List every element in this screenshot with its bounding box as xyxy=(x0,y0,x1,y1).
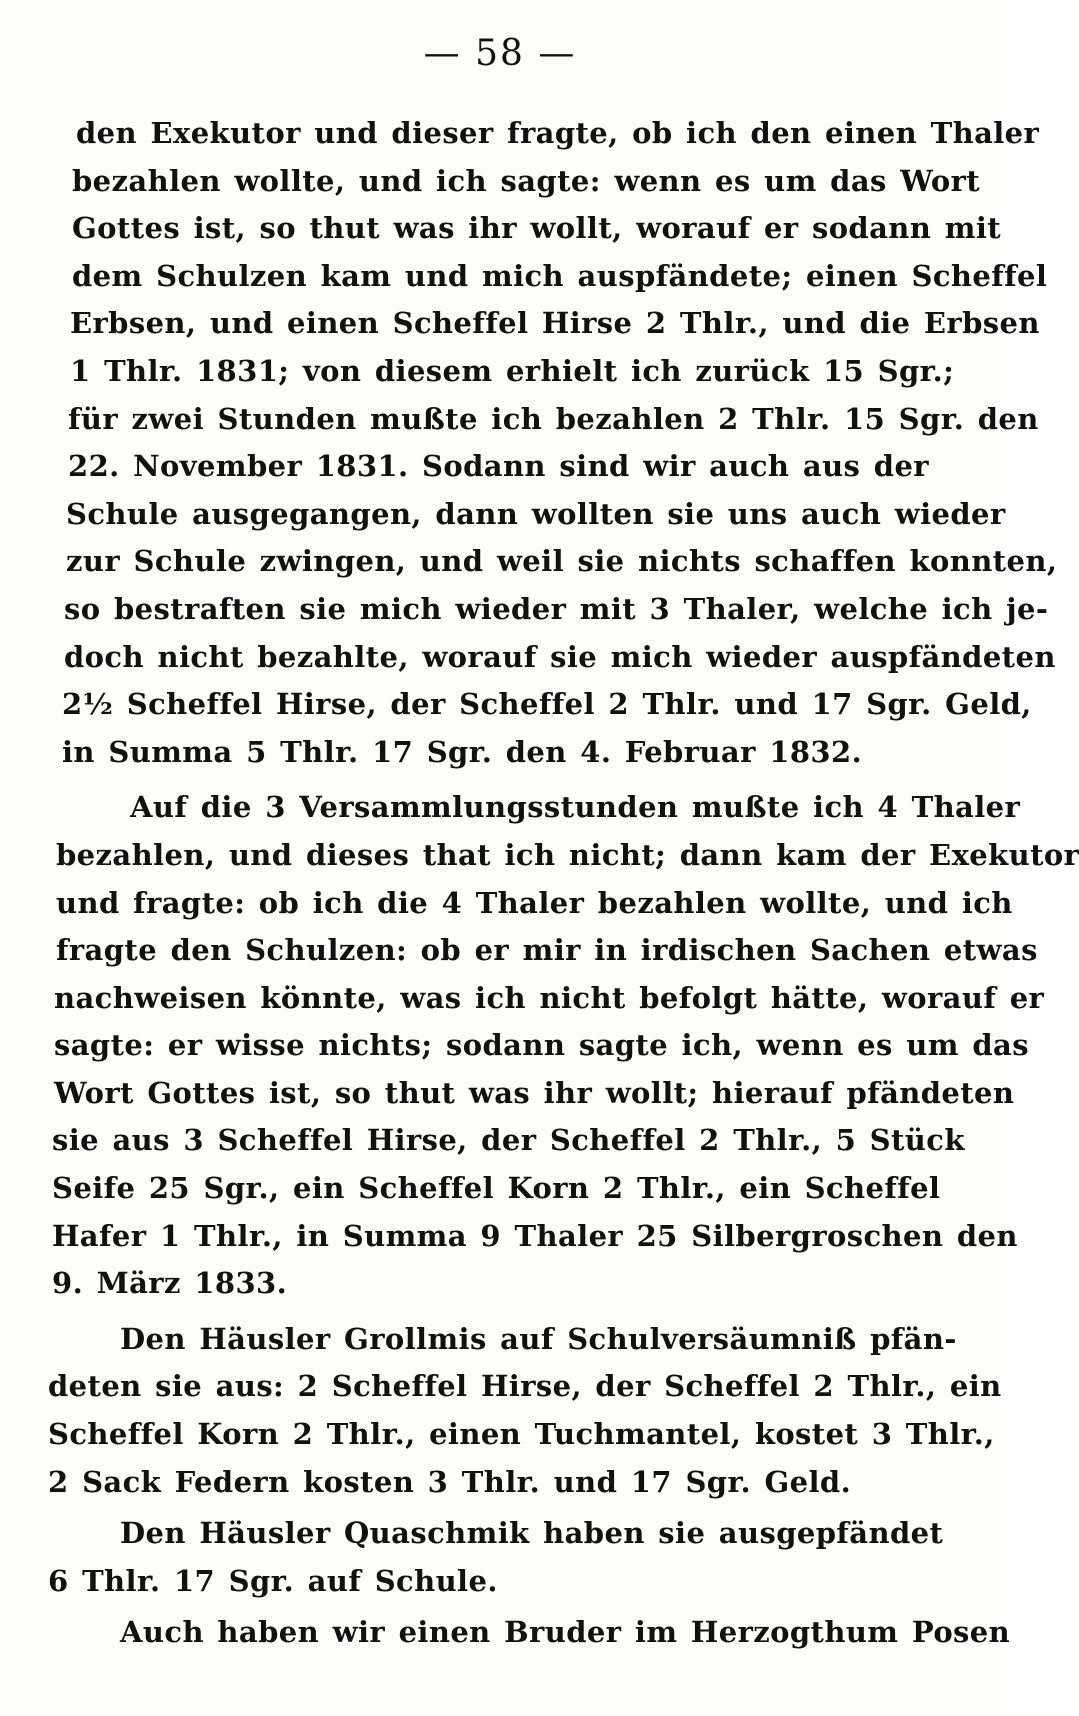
text-line: Den Häusler Grollmis auf Schulversäumniß pfän- xyxy=(120,1321,957,1356)
text-line: 6 Thlr. 17 Sgr. auf Schule. xyxy=(48,1563,498,1598)
text-line: sie aus 3 Scheffel Hirse, der Scheffel 2 Thlr., 5 Stück xyxy=(52,1123,965,1158)
text-line: 1 Thlr. 1831; von diesem erhielt ich zurück 15 Sgr.; xyxy=(70,353,955,388)
text-line: deten sie aus: 2 Scheffel Hirse, der Scheffel 2 Thlr., ein xyxy=(48,1369,1002,1404)
text-line: Hafer 1 Thlr., in Summa 9 Thaler 25 Silbergroschen den xyxy=(52,1218,1018,1253)
paragraph-4 xyxy=(48,1510,944,1605)
text-line: fragte den Schulzen: ob er mir in irdischen Sachen etwas xyxy=(56,933,1038,968)
text-line: 9. März 1833. xyxy=(52,1266,288,1301)
page-number: — 58 — xyxy=(423,33,577,74)
text-line: und fragte: ob ich die 4 Thaler bezahlen wollte, und ich xyxy=(56,885,1013,920)
text-line: in Summa 5 Thlr. 17 Sgr. den 4. Februar 1832. xyxy=(62,734,863,769)
paragraph-gap xyxy=(48,1308,928,1316)
text-line: dem Schulzen kam und mich auspfändete; einen Scheffel xyxy=(72,258,1048,293)
text-line: Auf die 3 Versammlungsstunden mußte ich 4 Thaler xyxy=(130,790,1021,825)
text-line: nachweisen könnte, was ich nicht befolgt hätte, worauf er xyxy=(54,980,1045,1015)
text-line: Auch haben wir einen Bruder im Herzogthum Posen xyxy=(120,1615,1011,1650)
text-line: 2½ Scheffel Hirse, der Scheffel 2 Thlr. und 17 Sgr. Geld, xyxy=(62,687,1032,722)
text-line: bezahlen, und dieses that ich nicht; dann kam der Exekutor xyxy=(56,837,1079,872)
paragraph-2 xyxy=(48,784,1079,1308)
page-body xyxy=(48,110,1079,1657)
paragraph-gap xyxy=(48,776,928,784)
text-line: doch nicht bezahlte, worauf sie mich wieder auspfändeten xyxy=(64,639,1056,674)
text-line: Schule ausgegangen, dann wollten sie uns auch wieder xyxy=(66,496,1006,531)
text-line: Scheffel Korn 2 Thlr., einen Tuchmantel, kostet 3 Thlr., xyxy=(48,1417,995,1452)
text-line: Wort Gottes ist, so thut was ihr wollt; hierauf pfändeten xyxy=(54,1075,1015,1110)
text-line: zur Schule zwingen, und weil sie nichts schaffen konnten, xyxy=(66,544,1058,579)
text-line: den Exekutor und dieser fragte, ob ich den einen Thaler xyxy=(76,116,1040,150)
text-line: Seife 25 Sgr., ein Scheffel Korn 2 Thlr., ein Scheffel xyxy=(52,1171,941,1206)
text-line: 2 Sack Federn kosten 3 Thlr. und 17 Sgr. Geld. xyxy=(48,1464,852,1499)
paragraph-3 xyxy=(48,1316,1002,1506)
paragraph-1 xyxy=(48,110,1058,776)
paragraph-5 xyxy=(48,1609,1011,1657)
text-line: so bestraften sie mich wieder mit 3 Thaler, welche ich je- xyxy=(64,591,1049,626)
text-line: Den Häusler Quaschmik haben sie ausgepfändet xyxy=(120,1516,944,1551)
text-line: für zwei Stunden mußte ich bezahlen 2 Thlr. 15 Sgr. den xyxy=(68,401,1039,436)
text-line: Gottes ist, so thut was ihr wollt, worauf er sodann mit xyxy=(72,211,1002,246)
text-line: Erbsen, und einen Scheffel Hirse 2 Thlr., und die Erbsen xyxy=(70,306,1040,341)
text-line: 22. November 1831. Sodann sind wir auch aus der xyxy=(68,449,929,484)
text-line: bezahlen wollte, und ich sagte: wenn es um das Wort xyxy=(72,163,981,198)
text-line: sagte: er wisse nichts; sodann sagte ich, wenn es um das xyxy=(54,1028,1029,1063)
